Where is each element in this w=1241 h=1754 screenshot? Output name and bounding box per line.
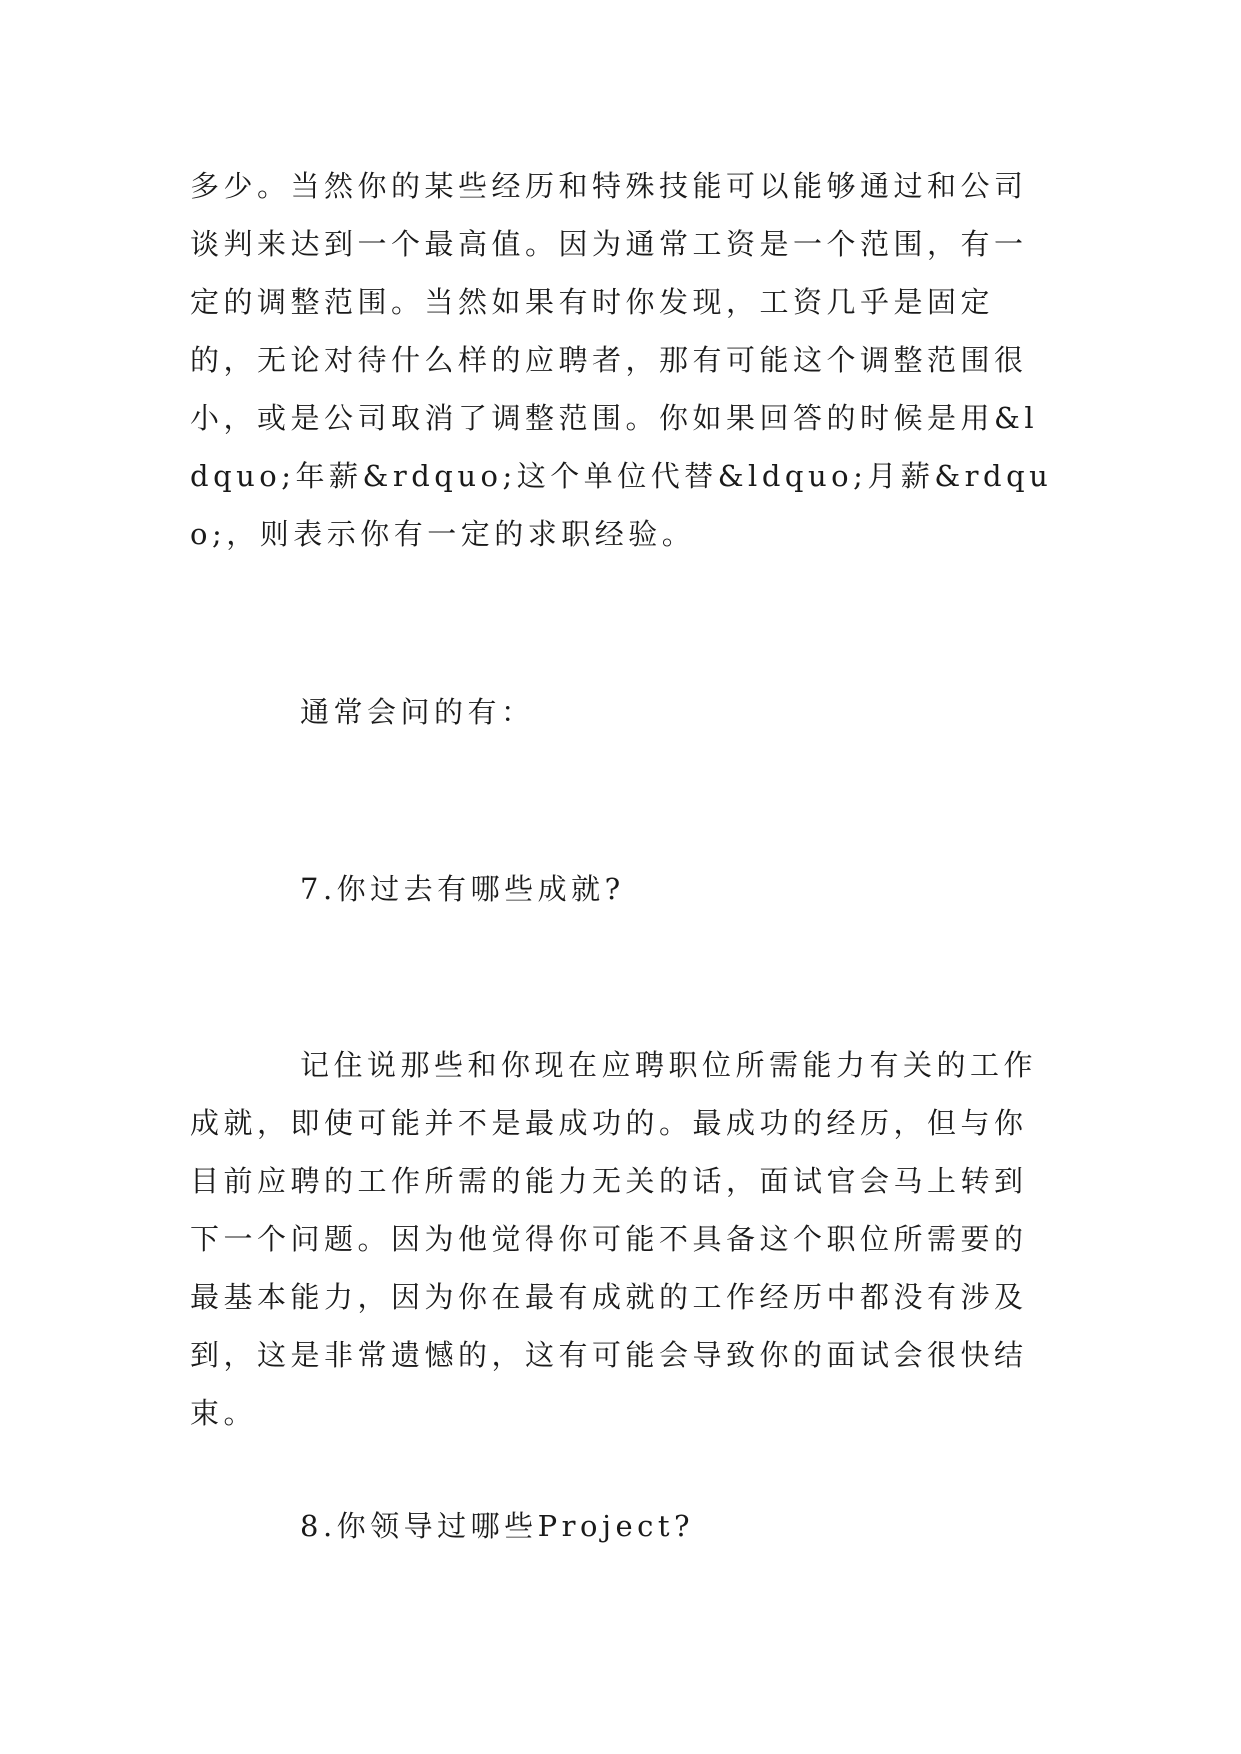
body-paragraph-salary: 多少。当然你的某些经历和特殊技能可以能够通过和公司谈判来达到一个最高值。因为通常工资是一个范围，有一定的调整范围。当然如果有时你发现，工资几乎是固定的，无论对待什么样的应聘者，那有可能这个调整范围很小，或是公司取消了调整范围。你如果回答的时候是用&ldquo;年薪&rdquo;这个单位代替&ldquo;月薪&rdquo;，则表示你有一定的求职经验。: [190, 169, 1053, 551]
body-paragraph-achievements: [190, 1036, 1060, 1442]
body-paragraph-achievements-text: 记住说那些和你现在应聘职位所需能力有关的工作成就，即使可能并不是最成功的。最成功的经历，但与你目前应聘的工作所需的能力无关的话，面试官会马上转到下一个问题。因为他觉得你可能不具备这个职位所需要的最基本能力，因为你在最有成就的工作经历中都没有涉及到，这是非常遗憾的，这有可能会导致你的面试会很快结束。: [190, 1048, 1038, 1430]
question-7: 7.你过去有哪些成就?: [300, 872, 625, 906]
common-questions-heading: 通常会问的有：: [300, 695, 535, 729]
question-8: 8.你领导过哪些Project?: [300, 1509, 695, 1543]
